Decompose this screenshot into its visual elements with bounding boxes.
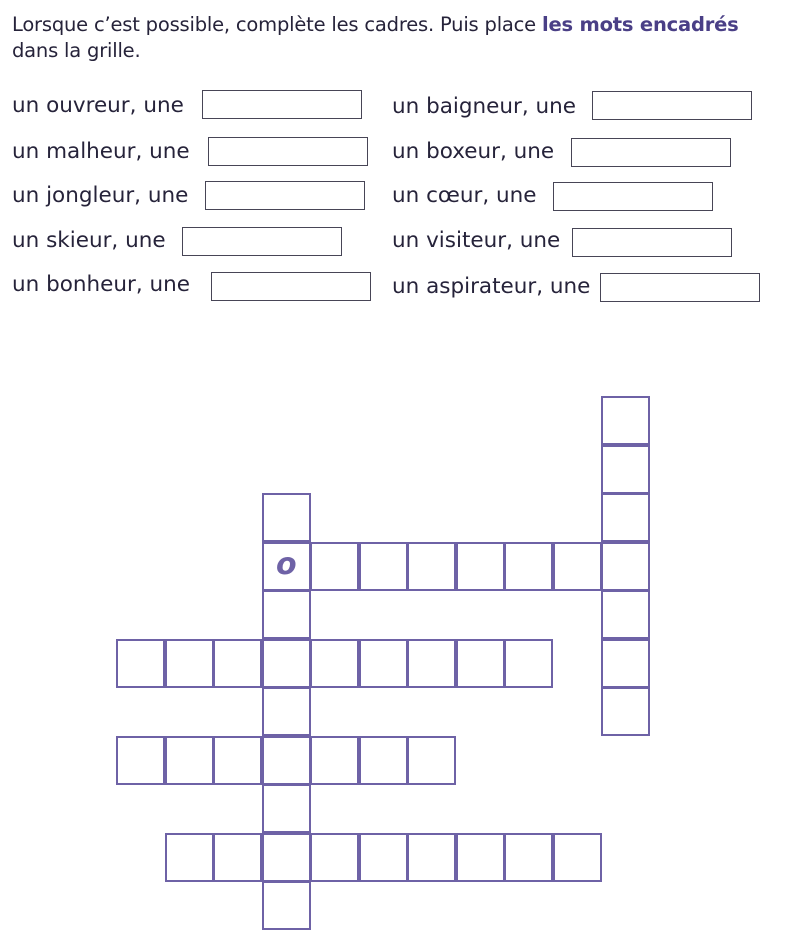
crossword-cell[interactable] — [601, 542, 650, 591]
crossword-cell[interactable] — [504, 639, 553, 688]
answer-box[interactable] — [205, 181, 365, 210]
crossword-cell[interactable] — [553, 833, 602, 882]
crossword-cell[interactable] — [165, 639, 214, 688]
instruction-main: Lorsque c’est possible, complète les cadres. Puis place — [12, 13, 542, 36]
crossword-cell[interactable] — [310, 833, 359, 882]
crossword-cell[interactable] — [213, 833, 262, 882]
crossword-cell[interactable] — [456, 639, 505, 688]
answer-box[interactable] — [572, 228, 732, 257]
crossword-cell[interactable] — [213, 639, 262, 688]
crossword-cell[interactable] — [116, 736, 165, 785]
crossword-cell[interactable] — [601, 687, 650, 736]
crossword-cell[interactable] — [262, 687, 311, 736]
crossword-cell[interactable] — [165, 833, 214, 882]
answer-box[interactable] — [600, 273, 760, 302]
word-label: un skieur, une — [12, 228, 166, 253]
crossword-cell[interactable] — [262, 784, 311, 833]
crossword-cell[interactable] — [262, 590, 311, 639]
crossword-cell[interactable] — [359, 833, 408, 882]
crossword-cell[interactable] — [601, 590, 650, 639]
answer-box[interactable] — [202, 90, 362, 119]
crossword-cell[interactable] — [165, 736, 214, 785]
crossword-cell[interactable] — [359, 639, 408, 688]
word-label: un ouvreur, une — [12, 93, 184, 118]
crossword-cell[interactable] — [407, 542, 456, 591]
answer-box[interactable] — [592, 91, 752, 120]
crossword-cell[interactable] — [262, 881, 311, 930]
word-label: un aspirateur, une — [392, 274, 591, 299]
crossword-cell[interactable] — [504, 542, 553, 591]
crossword-cell[interactable] — [601, 493, 650, 542]
crossword-cell[interactable] — [601, 396, 650, 445]
crossword-cell[interactable] — [359, 542, 408, 591]
word-label: un malheur, une — [12, 139, 190, 164]
crossword-cell[interactable] — [601, 639, 650, 688]
crossword-cell[interactable] — [601, 445, 650, 494]
crossword-cell[interactable] — [407, 736, 456, 785]
crossword-cell[interactable] — [407, 833, 456, 882]
crossword-cell[interactable] — [116, 639, 165, 688]
crossword-cell[interactable] — [553, 542, 602, 591]
crossword-cell[interactable] — [310, 639, 359, 688]
crossword-cell[interactable] — [213, 736, 262, 785]
crossword-cell[interactable] — [262, 493, 311, 542]
word-label: un visiteur, une — [392, 228, 561, 253]
crossword-cell[interactable] — [456, 833, 505, 882]
crossword-cell[interactable] — [407, 639, 456, 688]
word-label: un jongleur, une — [12, 183, 189, 208]
crossword-cell[interactable] — [310, 736, 359, 785]
answer-box[interactable] — [211, 272, 371, 301]
crossword-cell[interactable] — [262, 833, 311, 882]
prefilled-letter: o — [276, 547, 297, 582]
word-label: un cœur, une — [392, 183, 537, 208]
crossword-cell[interactable] — [456, 542, 505, 591]
answer-box[interactable] — [571, 138, 731, 167]
crossword-cell[interactable] — [262, 736, 311, 785]
word-label: un bonheur, une — [12, 272, 190, 297]
instruction-text — [12, 12, 792, 64]
word-label: un boxeur, une — [392, 139, 555, 164]
word-label: un baigneur, une — [392, 94, 576, 119]
crossword-cell[interactable] — [504, 833, 553, 882]
answer-box[interactable] — [182, 227, 342, 256]
crossword-cell[interactable] — [310, 542, 359, 591]
instruction-bold: les mots encadrés — [541, 13, 739, 36]
crossword-cell[interactable] — [262, 639, 311, 688]
answer-box[interactable] — [553, 182, 713, 211]
crossword-cell[interactable] — [359, 736, 408, 785]
instruction-end: dans la grille. — [12, 39, 141, 62]
answer-box[interactable] — [208, 137, 368, 166]
